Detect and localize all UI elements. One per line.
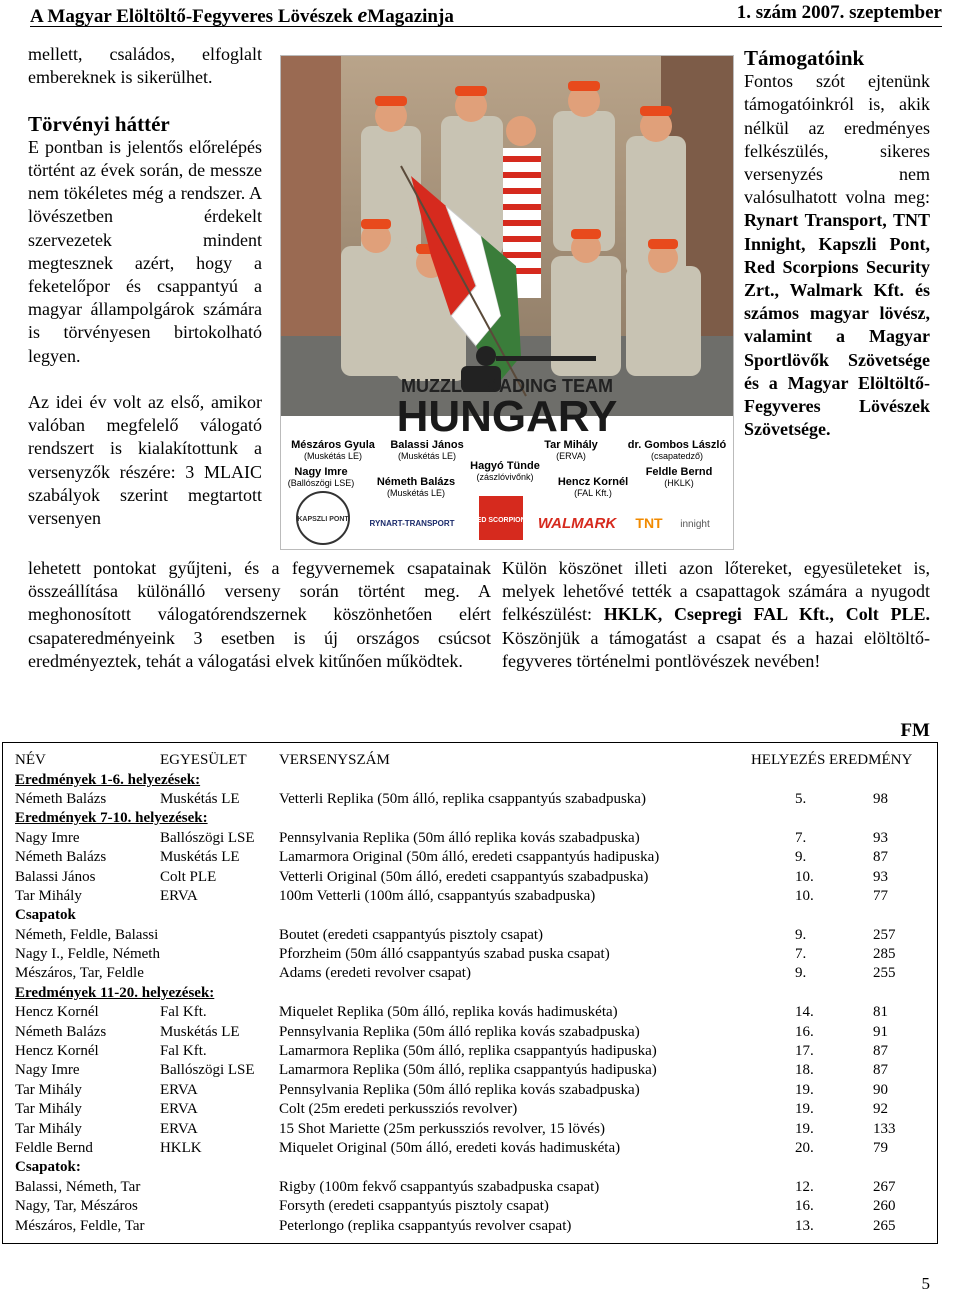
cell-club bbox=[160, 945, 279, 964]
cell-name: Balassi János bbox=[15, 868, 96, 885]
cell-place: 19. bbox=[794, 1120, 814, 1137]
sponsors-text-plain: Fontos szót ejtenünk támogatóinkról is, akik nélkül az eredményes felkészülés, sikeres versenyzés nem valósulhatott volna meg: bbox=[744, 71, 930, 208]
table-row bbox=[15, 1119, 912, 1138]
table-row bbox=[15, 964, 912, 983]
team-photo-graphic bbox=[281, 56, 733, 549]
cell-club: ERVA bbox=[159, 1120, 198, 1137]
group-row bbox=[15, 1158, 912, 1177]
photo-name: Németh Balázs bbox=[376, 476, 456, 488]
cell-club bbox=[160, 926, 279, 945]
cell-place: 12. bbox=[794, 1178, 814, 1195]
left-column bbox=[28, 43, 262, 530]
kapszli-logo-text: KAPSZLI PONT bbox=[297, 516, 349, 523]
photo-name: Feldle Bernd bbox=[645, 466, 713, 478]
photo-name-sub: (Muskétás LE) bbox=[397, 451, 457, 461]
cell-score: 133 bbox=[872, 1120, 896, 1137]
col-header-club: EGYESÜLET bbox=[159, 752, 247, 769]
author-signature: FM bbox=[900, 720, 930, 741]
cell-score: 87 bbox=[872, 1062, 888, 1079]
cell-name: Mészáros, Feldle, Tar bbox=[15, 1217, 145, 1234]
cell-score: 87 bbox=[872, 849, 888, 866]
cell-name: Hencz Kornél bbox=[15, 1004, 99, 1021]
cell-club: Muskétás LE bbox=[159, 849, 240, 866]
cell-event: Pforzheim (50m álló csappantyús szabad puska csapat) bbox=[278, 946, 610, 963]
cell-event: 100m Vetterli (100m álló, csappantyús szabadpuska) bbox=[278, 887, 596, 904]
cell-name: Németh Balázs bbox=[15, 1023, 107, 1040]
cell-name: Feldle Bernd bbox=[15, 1140, 93, 1156]
table-row bbox=[15, 1100, 912, 1119]
cell-name: Tar Mihály bbox=[15, 1081, 82, 1098]
cell-place: 20. bbox=[794, 1140, 814, 1156]
cell-club bbox=[160, 964, 279, 983]
team-name-line2: HUNGARY bbox=[396, 392, 618, 441]
cell-event: Boutet (eredeti csappantyús pisztoly csapat) bbox=[278, 926, 544, 943]
cell-place: 13. bbox=[794, 1217, 814, 1234]
section-row bbox=[15, 809, 912, 828]
photo-name-sub: (csapatedző) bbox=[650, 451, 704, 461]
cell-name: Nagy Imre bbox=[15, 1062, 80, 1079]
cell-place: 9. bbox=[794, 926, 807, 943]
sponsors-text-bold: Rynart Transport, TNT Innight, Kapszli Pont, Red Scorpions Security Zrt., Walmark Kft. és számos magyar lövész, valamint a Magyar Sportlövők Szövetsége és a Magyar Elöltöltő-Fegyveres Lövészek Szövetsége. bbox=[744, 210, 930, 440]
cell-place: 17. bbox=[794, 1043, 814, 1060]
cell-name: Tar Mihály bbox=[15, 1101, 82, 1118]
photo-name-sub: (Muskétás LE) bbox=[386, 488, 446, 498]
cell-place: 10. bbox=[794, 868, 814, 885]
photo-name: Nagy Imre bbox=[294, 466, 348, 478]
photo-name: Balassi János bbox=[390, 439, 464, 451]
cell-event: Miquelet Replika (50m álló, replika kovás hadimuskéta) bbox=[278, 1004, 618, 1021]
cell-event: Colt (25m eredeti perkussziós revolver) bbox=[278, 1101, 518, 1118]
cell-club bbox=[160, 1197, 279, 1216]
cell-event: Adams (eredeti revolver csapat) bbox=[278, 965, 471, 982]
cell-score: 265 bbox=[872, 1217, 896, 1234]
col-header-event: VERSENYSZÁM bbox=[278, 752, 390, 769]
cell-name: Mészáros, Tar, Feldle bbox=[15, 965, 144, 982]
cell-event: Pennsylvania Replika (50m álló replika kovás szabadpuska) bbox=[278, 1023, 640, 1040]
cell-event: Vetterli Replika (50m álló, replika csappantyús szabadpuska) bbox=[278, 790, 646, 807]
cell-name: Balassi, Németh, Tar bbox=[15, 1178, 141, 1195]
photo-name: Hagyó Tünde bbox=[470, 460, 540, 472]
section-label: Eredmények 7-10. helyezések: bbox=[15, 810, 208, 827]
col-header-score: EREDMÉNY bbox=[828, 752, 913, 769]
table-row bbox=[15, 887, 912, 906]
cell-place: 10. bbox=[794, 887, 814, 904]
title-part2: Magazinja bbox=[367, 6, 454, 27]
cell-score: 81 bbox=[872, 1004, 888, 1021]
cell-club: ERVA bbox=[159, 887, 198, 904]
cell-club: HKLK bbox=[159, 1140, 202, 1156]
photo-name: Hencz Kornél bbox=[557, 476, 629, 488]
cell-score: 92 bbox=[872, 1101, 888, 1118]
cell-event: Rigby (100m fekvő csappantyús szabadpuska csapat) bbox=[278, 1178, 600, 1195]
cell-name: Tar Mihály bbox=[15, 1120, 82, 1137]
red-scorpions-logo-text: RED SCORPIONS bbox=[471, 517, 531, 524]
paragraph-2: Az idei év volt az első, amikor valóban megfelelő válogató rendszert is kialakítottunk a versenyzők részére: 3 MLAIC szabályok szerint megtartott versenyen bbox=[28, 392, 262, 529]
section-heading: Törvényi háttér bbox=[28, 111, 170, 136]
magazine-title bbox=[30, 2, 454, 28]
thanks-paragraph bbox=[502, 557, 930, 673]
results-table bbox=[15, 751, 912, 1236]
table-row bbox=[15, 790, 912, 809]
table-row bbox=[15, 1003, 912, 1022]
group-row bbox=[15, 906, 912, 925]
photo-name-sub: (Ballószögi LSE) bbox=[287, 478, 355, 488]
cell-event: 15 Shot Mariette (25m perkussziós revolver, 15 lövés) bbox=[278, 1120, 605, 1137]
cell-score: 285 bbox=[872, 946, 896, 963]
cell-event: Miquelet Original (50m álló, eredeti kovás hadimuskéta) bbox=[278, 1140, 621, 1156]
cell-score: 79 bbox=[872, 1140, 888, 1156]
photo-name-sub: (ERVA) bbox=[556, 451, 586, 461]
cell-event: Lamarmora Original (50m álló, eredeti csappantyús hadipuska) bbox=[278, 849, 660, 866]
photo-name: Tar Mihály bbox=[544, 439, 598, 451]
cell-score: 98 bbox=[872, 790, 888, 807]
title-e: e bbox=[357, 2, 368, 27]
cell-place: 5. bbox=[794, 790, 807, 807]
thanks-text-1: Külön köszönet illeti azon lőtereket, egyesületeket is, melyek lehetővé tették a csapattagok számára a nyugodt felkészülést: bbox=[502, 558, 930, 625]
section-label: Eredmények 11-20. helyezések: bbox=[15, 984, 215, 1001]
cell-name: Németh Balázs bbox=[15, 849, 107, 866]
cell-place: 18. bbox=[794, 1062, 814, 1079]
cell-place: 14. bbox=[794, 1004, 814, 1021]
cell-name: Németh Balázs bbox=[15, 790, 107, 807]
section-label: Eredmények 1-6. helyezések: bbox=[15, 771, 201, 788]
photo-name-sub: (FAL Kft.) bbox=[574, 488, 612, 498]
cell-event: Forsyth (eredeti csappantyús pisztoly csapat) bbox=[278, 1198, 549, 1215]
table-row bbox=[15, 1216, 912, 1235]
cell-event: Pennsylvania Replika (50m álló replika kovás szabadpuska) bbox=[278, 1081, 640, 1098]
table-row bbox=[15, 848, 912, 867]
photo-name-sub: (HKLK) bbox=[664, 478, 694, 488]
team-photo bbox=[280, 55, 734, 550]
cell-club: Ballószögi LSE bbox=[159, 829, 255, 846]
cell-name: Németh, Feldle, Balassi bbox=[15, 926, 159, 943]
cell-club: Colt PLE bbox=[159, 868, 217, 885]
sponsors-heading: Támogatóink bbox=[744, 46, 865, 70]
cell-place: 7. bbox=[794, 829, 807, 846]
cell-score: 87 bbox=[872, 1043, 888, 1060]
col-header-name: NÉV bbox=[15, 752, 46, 769]
cell-name: Nagy Imre bbox=[15, 829, 80, 846]
paragraph-1: E pontban is jelentős előrelépés történt az évek során, de messze nem tökéletes még a rendszer. A lövészetben érdekelt szervezetek mindent megtesznek azért, hogy a feketelőpor és csappantyú a magyar állampolgárok számára is törvényesen birtokolható legyen. bbox=[28, 136, 262, 366]
cell-club: Muskétás LE bbox=[159, 1023, 240, 1040]
cell-club: Fal Kft. bbox=[159, 1043, 207, 1060]
innight-logo: innight bbox=[680, 519, 710, 530]
section-row bbox=[15, 984, 912, 1003]
title-part1: A Magyar Elöltöltő-Fegyveres Lövészek bbox=[30, 6, 358, 27]
table-row bbox=[15, 867, 912, 886]
tnt-logo: TNT bbox=[635, 515, 663, 531]
table-row bbox=[15, 1197, 912, 1216]
cell-place: 9. bbox=[794, 965, 807, 982]
walmark-logo: WALMARK bbox=[537, 515, 617, 532]
cell-place: 16. bbox=[794, 1198, 814, 1215]
cell-score: 91 bbox=[872, 1023, 888, 1040]
table-header-row bbox=[15, 751, 912, 770]
table-row bbox=[15, 829, 912, 848]
section-row bbox=[15, 770, 912, 789]
photo-name: dr. Gombos László bbox=[627, 439, 727, 451]
cell-score: 93 bbox=[872, 868, 888, 885]
photo-name-sub: (Muskétás LE) bbox=[303, 451, 363, 461]
paragraph-2-continued: lehetett pontokat gyűjteni, és a fegyvernemek csapatainak összeállítása különálló verseny során történt meg. A meghonosított válogatórendszernek köszönhetően elért csapateredményeink 3 esetben is új országos csúcsot eredményeztek, tehát a válogatási elvek kitűnően működtek. bbox=[28, 558, 491, 671]
cell-score: 77 bbox=[872, 887, 888, 904]
results-box bbox=[2, 742, 938, 1244]
cell-name: Tar Mihály bbox=[15, 887, 82, 904]
cell-event: Lamarmora Replika (50m álló, replika csappantyús hadipuska) bbox=[278, 1043, 657, 1060]
cell-name: Hencz Kornél bbox=[15, 1043, 99, 1060]
thanks-text-2: Köszönjük a támogatást a csapat és a hazai elöltöltő-fegyveres történelmi pontlövészek nevében! bbox=[502, 627, 930, 671]
group-label: Csapatok: bbox=[15, 1159, 81, 1176]
cell-place: 16. bbox=[794, 1023, 814, 1040]
cell-score: 93 bbox=[872, 829, 888, 846]
issue-label: 1. szám 2007. szeptember bbox=[736, 2, 942, 23]
cell-place: 19. bbox=[794, 1101, 814, 1118]
table-row bbox=[15, 1178, 912, 1197]
table-row bbox=[15, 1081, 912, 1100]
col-header-place: HELYEZÉS bbox=[750, 752, 826, 769]
cell-place: 7. bbox=[794, 946, 807, 963]
cell-place: 19. bbox=[794, 1081, 814, 1098]
cell-event: Vetterli Original (50m álló, eredeti csappantyús szabadpuska) bbox=[278, 868, 649, 885]
cell-score: 260 bbox=[872, 1198, 896, 1215]
photo-name: Mészáros Gyula bbox=[291, 439, 375, 451]
sponsors-column bbox=[744, 47, 930, 441]
cell-club: Muskétás LE bbox=[159, 790, 240, 807]
cell-score: 90 bbox=[872, 1081, 888, 1098]
cell-event: Lamarmora Replika (50m álló, replika csappantyús hadipuska) bbox=[278, 1062, 657, 1079]
rynart-logo: RYNART-TRANSPORT bbox=[369, 519, 455, 528]
cell-club: ERVA bbox=[159, 1101, 198, 1118]
cell-score: 255 bbox=[872, 965, 896, 982]
cell-place: 9. bbox=[794, 849, 807, 866]
cell-club: Fal Kft. bbox=[159, 1004, 207, 1021]
cell-score: 257 bbox=[872, 926, 896, 943]
cell-club: Ballószögi LSE bbox=[159, 1062, 255, 1079]
intro-text: mellett, családos, elfoglalt embereknek is sikerülhet. bbox=[28, 44, 262, 88]
photo-name-sub: (zászlóvivőnk) bbox=[476, 472, 534, 482]
cell-club: ERVA bbox=[159, 1081, 198, 1098]
cell-event: Pennsylvania Replika (50m álló replika kovás szabadpuska) bbox=[278, 829, 640, 846]
table-row bbox=[15, 945, 912, 964]
group-label: Csapatok bbox=[15, 907, 76, 924]
table-row bbox=[15, 1042, 912, 1061]
table-row bbox=[15, 1061, 912, 1080]
team-name-line1: MUZZLELOADING TEAM bbox=[401, 376, 613, 396]
cell-club bbox=[160, 1216, 279, 1235]
cell-club bbox=[160, 1178, 279, 1197]
table-row bbox=[15, 1022, 912, 1041]
cell-score: 267 bbox=[872, 1178, 896, 1195]
page-number: 5 bbox=[921, 1274, 930, 1293]
table-row bbox=[15, 1139, 912, 1158]
cell-event: Peterlongo (replika csappantyús revolver csapat) bbox=[278, 1217, 572, 1234]
thanks-text-bold: HKLK, Csepregi FAL Kft., Colt PLE. bbox=[603, 604, 930, 625]
page-header bbox=[30, 0, 942, 27]
cell-name: Nagy I., Feldle, Németh bbox=[15, 946, 160, 963]
sponsors-text bbox=[744, 70, 930, 441]
cell-name: Nagy, Tar, Mészáros bbox=[15, 1198, 138, 1215]
table-row bbox=[15, 926, 912, 945]
